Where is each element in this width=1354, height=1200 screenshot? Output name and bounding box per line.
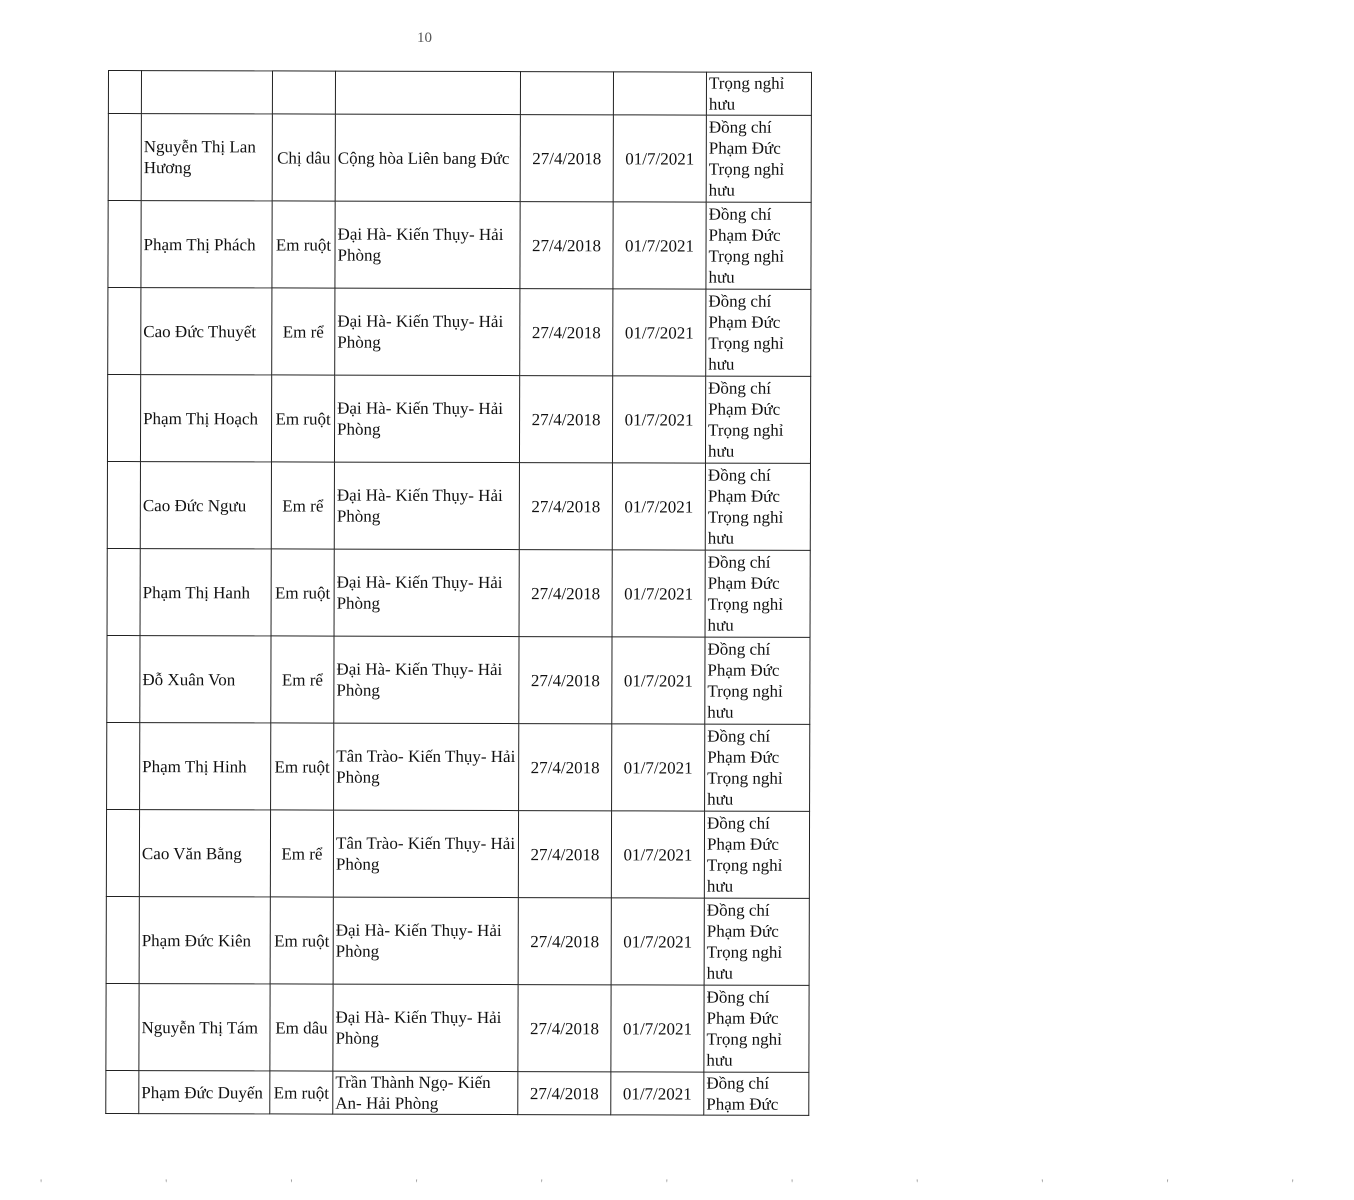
cell-from-date: 27/4/2018 — [520, 202, 613, 289]
cell-stt — [107, 548, 140, 635]
cell-note: Đồng chí Phạm Đức Trọng nghỉ hưu — [704, 985, 809, 1072]
cell-note: Đồng chí Phạm Đức Trọng nghỉ hưu — [705, 463, 810, 550]
cell-name: Phạm Đức Duyến — [139, 1071, 270, 1114]
cell-from-date: 27/4/2018 — [520, 115, 613, 202]
cell-relation: Em ruột — [271, 549, 334, 636]
cell-address: Đại Hà- Kiến Thụy- Hải Phòng — [334, 375, 519, 462]
cell-relation: Em ruột — [270, 897, 333, 984]
table-row — [107, 461, 810, 550]
cell-stt — [106, 896, 139, 983]
cell-stt — [106, 983, 139, 1070]
cell-to-date: 01/7/2021 — [612, 550, 705, 637]
cell-name: Phạm Thị Hinh — [140, 723, 271, 810]
cell-to-date: 01/7/2021 — [612, 637, 705, 724]
table-row — [108, 201, 811, 290]
cell-relation: Em rể — [271, 636, 334, 723]
cell-address: Đại Hà- Kiến Thụy- Hải Phòng — [333, 984, 518, 1071]
cell-stt — [108, 114, 141, 201]
cell-name: Phạm Đức Kiên — [139, 897, 270, 984]
cell-from-date — [520, 72, 613, 115]
cell-note: Đồng chí Phạm Đức Trọng nghỉ hưu — [706, 202, 811, 289]
cell-stt — [106, 1070, 139, 1113]
cell-to-date: 01/7/2021 — [611, 898, 704, 985]
page-number: 10 — [417, 30, 432, 46]
table-row — [107, 548, 810, 637]
cell-relation: Em rể — [271, 462, 334, 549]
cell-name: Cao Văn Bằng — [139, 810, 270, 897]
cell-stt — [107, 375, 140, 462]
cell-relation: Em ruột — [271, 375, 334, 462]
cell-address: Tân Trào- Kiến Thụy- Hải Phòng — [334, 723, 519, 810]
cell-to-date: 01/7/2021 — [612, 376, 705, 463]
cell-relation — [272, 71, 335, 114]
cell-to-date: 01/7/2021 — [612, 724, 705, 811]
cell-from-date: 27/4/2018 — [519, 463, 612, 550]
cell-note: Đồng chí Phạm Đức Trọng nghỉ hưu — [706, 289, 811, 376]
table-row-continued — [108, 71, 811, 116]
cell-stt — [108, 288, 141, 375]
cell-address: Đại Hà- Kiến Thụy- Hải Phòng — [335, 288, 520, 375]
table-row — [106, 896, 809, 985]
cell-to-date: 01/7/2021 — [612, 463, 705, 550]
cell-from-date: 27/4/2018 — [520, 289, 613, 376]
cell-name: Phạm Thị Hanh — [140, 549, 271, 636]
cell-to-date — [613, 72, 706, 115]
cell-name: Phạm Thị Hoạch — [140, 375, 271, 462]
cell-from-date: 27/4/2018 — [518, 985, 611, 1072]
cell-to-date: 01/7/2021 — [611, 811, 704, 898]
cell-stt — [108, 71, 141, 114]
cell-name: Cao Đức Ngưu — [140, 462, 271, 549]
cell-note: Đồng chí Phạm Đức Trọng nghỉ hưu — [704, 811, 809, 898]
cell-from-date: 27/4/2018 — [519, 376, 612, 463]
cell-relation: Em ruột — [272, 201, 335, 288]
cell-to-date: 01/7/2021 — [611, 1072, 704, 1115]
cell-from-date: 27/4/2018 — [518, 811, 611, 898]
cell-name: Nguyễn Thị Tám — [139, 984, 270, 1071]
cell-relation: Em rể — [272, 288, 335, 375]
cell-note: Đồng chí Phạm Đức Trọng nghỉ hưu — [705, 637, 810, 724]
cell-from-date: 27/4/2018 — [519, 550, 612, 637]
cell-stt — [107, 635, 140, 722]
cell-from-date: 27/4/2018 — [519, 724, 612, 811]
table-row — [107, 635, 810, 724]
cell-stt — [107, 722, 140, 809]
cell-to-date: 01/7/2021 — [613, 115, 706, 202]
cell-from-date: 27/4/2018 — [518, 898, 611, 985]
cell-name: Cao Đức Thuyết — [141, 288, 272, 375]
table-row — [107, 375, 810, 464]
cell-relation: Em ruột — [270, 1071, 333, 1114]
table-row — [106, 983, 809, 1072]
cell-to-date: 01/7/2021 — [613, 202, 706, 289]
cell-name: Nguyễn Thị Lan Hương — [141, 114, 272, 201]
cell-stt — [106, 809, 139, 896]
cell-relation: Em ruột — [271, 723, 334, 810]
cell-relation: Em rể — [270, 810, 333, 897]
relatives-table — [105, 70, 812, 1116]
cell-to-date: 01/7/2021 — [611, 985, 704, 1072]
cell-address: Tân Trào- Kiến Thụy- Hải Phòng — [333, 810, 518, 897]
cell-to-date: 01/7/2021 — [613, 289, 706, 376]
cell-address: Đại Hà- Kiến Thụy- Hải Phòng — [334, 462, 519, 549]
cell-note — [706, 72, 811, 115]
cell-note: Đồng chí Phạm Đức — [704, 1072, 809, 1115]
table-row — [106, 809, 809, 898]
cell-name: Đỗ Xuân Von — [140, 636, 271, 723]
cell-address: Cộng hòa Liên bang Đức — [335, 114, 520, 201]
cell-name: Phạm Thị Phách — [141, 201, 272, 288]
cell-relation: Em dâu — [270, 984, 333, 1071]
cell-address: Đại Hà- Kiến Thụy- Hải Phòng — [335, 201, 520, 288]
cell-stt — [108, 201, 141, 288]
table-row — [108, 288, 811, 377]
cell-address: Đại Hà- Kiến Thụy- Hải Phòng — [333, 897, 518, 984]
cell-from-date: 27/4/2018 — [519, 637, 612, 724]
cell-relation: Chị dâu — [272, 114, 335, 201]
table-row — [108, 114, 811, 203]
scan-marks: ' ' ' ' ' ' ' ' ' ' ' — [40, 1176, 1354, 1190]
cell-from-date: 27/4/2018 — [518, 1072, 611, 1115]
note-text: Trọng nghỉ hưu — [708, 73, 785, 114]
cell-stt — [107, 461, 140, 548]
cell-address: Trần Thành Ngọ- Kiến An- Hải Phòng — [333, 1071, 518, 1114]
table-row — [107, 722, 810, 811]
cell-note: Đồng chí Phạm Đức Trọng nghỉ hưu — [705, 376, 810, 463]
cell-address — [335, 71, 520, 114]
cell-address: Đại Hà- Kiến Thụy- Hải Phòng — [334, 549, 519, 636]
cell-note: Đồng chí Phạm Đức Trọng nghỉ hưu — [705, 724, 810, 811]
cell-address: Đại Hà- Kiến Thụy- Hải Phòng — [334, 636, 519, 723]
cell-note: Đồng chí Phạm Đức Trọng nghỉ hưu — [705, 550, 810, 637]
cell-note: Đồng chí Phạm Đức Trọng nghỉ hưu — [706, 115, 811, 202]
cell-name — [141, 71, 272, 114]
cell-note: Đồng chí Phạm Đức Trọng nghỉ hưu — [704, 898, 809, 985]
table-row — [106, 1070, 809, 1115]
